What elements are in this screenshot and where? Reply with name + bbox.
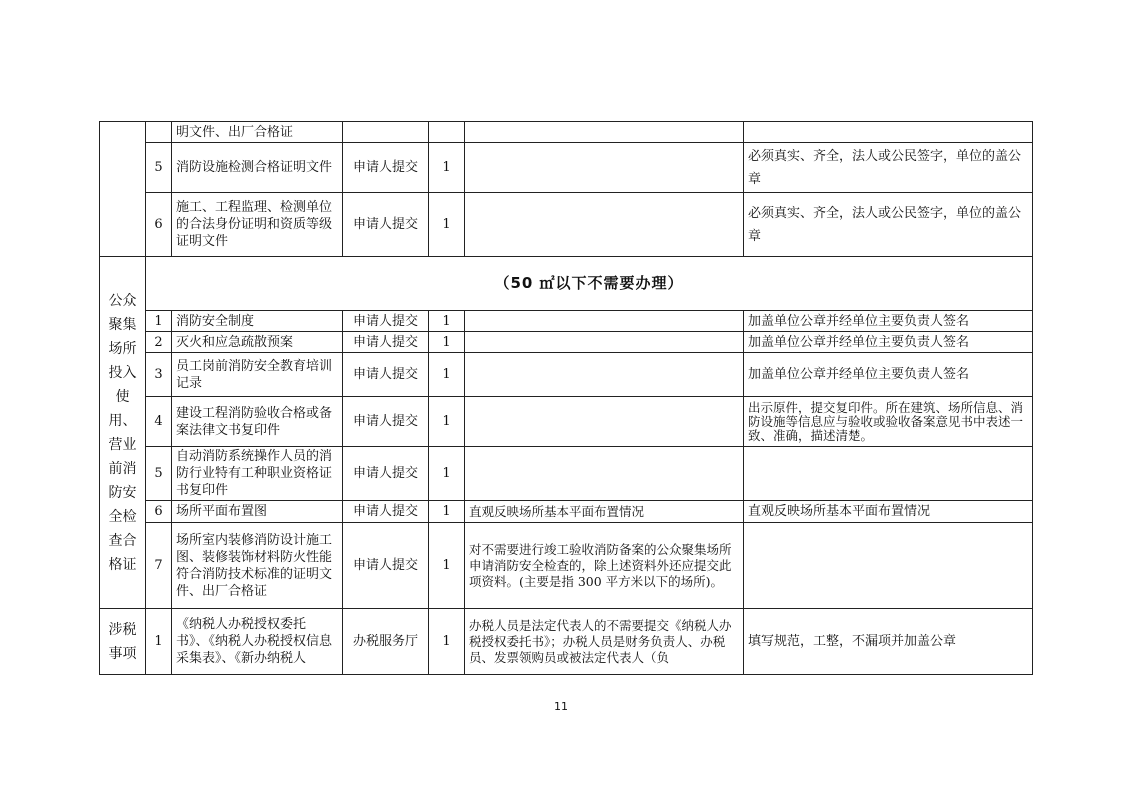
item-number: 6 bbox=[146, 501, 172, 523]
item-note: 对不需要进行竣工验收消防备案的公众聚集场所申请消防安全检查的，除上述资料外还应提交此项资料。(主要是指 300 平方米以下的场所)。 bbox=[465, 523, 744, 609]
item-requirement bbox=[744, 122, 1033, 143]
page-number: 11 bbox=[554, 700, 568, 713]
item-requirement bbox=[744, 447, 1033, 501]
table-row bbox=[100, 122, 1033, 143]
item-note bbox=[465, 447, 744, 501]
item-name: 施工、工程监理、检测单位的合法身份证明和资质等级证明文件 bbox=[172, 193, 343, 257]
table-row bbox=[100, 332, 1033, 353]
item-requirement: 填写规范，工整，不漏项并加盖公章 bbox=[744, 609, 1033, 675]
item-number: 4 bbox=[146, 397, 172, 447]
requirements-table bbox=[99, 121, 1033, 675]
item-number: 7 bbox=[146, 523, 172, 609]
item-submitter: 申请人提交 bbox=[343, 332, 429, 353]
item-name: 场所室内装修消防设计施工图、装修装饰材料防火性能符合消防技术标准的证明文件、出厂合格证 bbox=[172, 523, 343, 609]
item-name: 自动消防系统操作人员的消防行业特有工种职业资格证书复印件 bbox=[172, 447, 343, 501]
item-name: 灭火和应急疏散预案 bbox=[172, 332, 343, 353]
table-row bbox=[100, 501, 1033, 523]
item-requirement: 加盖单位公章并经单位主要负责人签名 bbox=[744, 332, 1033, 353]
item-requirement: 必须真实、齐全，法人或公民签字，单位的盖公章 bbox=[744, 143, 1033, 193]
item-count: 1 bbox=[429, 523, 465, 609]
table-row bbox=[100, 447, 1033, 501]
table-row bbox=[100, 397, 1033, 447]
item-count: 1 bbox=[429, 193, 465, 257]
item-count: 1 bbox=[429, 609, 465, 675]
item-submitter: 申请人提交 bbox=[343, 397, 429, 447]
item-requirement: 加盖单位公章并经单位主要负责人签名 bbox=[744, 311, 1033, 332]
table-row bbox=[100, 143, 1033, 193]
category-cell: 公众聚集场所投入使用、营业前消防安全检查合格证 bbox=[100, 257, 146, 609]
item-requirement bbox=[744, 523, 1033, 609]
category-cell: 涉税事项 bbox=[100, 609, 146, 675]
item-note bbox=[465, 143, 744, 193]
item-submitter: 申请人提交 bbox=[343, 143, 429, 193]
item-number: 1 bbox=[146, 311, 172, 332]
item-requirement: 直观反映场所基本平面布置情况 bbox=[744, 501, 1033, 523]
item-count: 1 bbox=[429, 311, 465, 332]
item-name: 建设工程消防验收合格或备案法律文书复印件 bbox=[172, 397, 343, 447]
item-name: 场所平面布置图 bbox=[172, 501, 343, 523]
item-note: 直观反映场所基本平面布置情况 bbox=[465, 501, 744, 523]
item-note: 办税人员是法定代表人的不需要提交《纳税人办税授权委托书》；办税人员是财务负责人、办税员、发票领购员或被法定代表人（负 bbox=[465, 609, 744, 675]
table-row bbox=[100, 193, 1033, 257]
item-submitter: 申请人提交 bbox=[343, 353, 429, 397]
item-submitter bbox=[343, 122, 429, 143]
item-count: 1 bbox=[429, 447, 465, 501]
item-number: 5 bbox=[146, 143, 172, 193]
item-count: 1 bbox=[429, 353, 465, 397]
table-row bbox=[100, 609, 1033, 675]
item-requirement: 加盖单位公章并经单位主要负责人签名 bbox=[744, 353, 1033, 397]
item-note bbox=[465, 332, 744, 353]
item-requirement: 必须真实、齐全，法人或公民签字，单位的盖公章 bbox=[744, 193, 1033, 257]
item-count: 1 bbox=[429, 332, 465, 353]
item-name: 员工岗前消防安全教育培训记录 bbox=[172, 353, 343, 397]
item-requirement: 出示原件，提交复印件。所在建筑、场所信息、消防设施等信息应与验收或验收备案意见书中表述一致、准确，描述清楚。 bbox=[744, 397, 1033, 447]
item-note bbox=[465, 122, 744, 143]
item-submitter: 申请人提交 bbox=[343, 523, 429, 609]
item-number: 1 bbox=[146, 609, 172, 675]
item-number bbox=[146, 122, 172, 143]
item-number: 2 bbox=[146, 332, 172, 353]
item-submitter: 申请人提交 bbox=[343, 501, 429, 523]
table-row bbox=[100, 353, 1033, 397]
category-cell-empty bbox=[100, 122, 146, 257]
item-count bbox=[429, 122, 465, 143]
item-submitter: 办税服务厅 bbox=[343, 609, 429, 675]
item-name: 《纳税人办税授权委托书》、《纳税人办税授权信息采集表》、《新办纳税人 bbox=[172, 609, 343, 675]
item-name: 消防安全制度 bbox=[172, 311, 343, 332]
item-submitter: 申请人提交 bbox=[343, 193, 429, 257]
item-note bbox=[465, 311, 744, 332]
table-row bbox=[100, 257, 1033, 311]
table-row bbox=[100, 523, 1033, 609]
table-row bbox=[100, 311, 1033, 332]
item-submitter: 申请人提交 bbox=[343, 447, 429, 501]
item-note bbox=[465, 353, 744, 397]
item-count: 1 bbox=[429, 143, 465, 193]
item-note bbox=[465, 397, 744, 447]
item-submitter: 申请人提交 bbox=[343, 311, 429, 332]
item-count: 1 bbox=[429, 397, 465, 447]
item-note bbox=[465, 193, 744, 257]
item-name: 明文件、出厂合格证 bbox=[172, 122, 343, 143]
item-number: 5 bbox=[146, 447, 172, 501]
item-name: 消防设施检测合格证明文件 bbox=[172, 143, 343, 193]
item-number: 3 bbox=[146, 353, 172, 397]
item-count: 1 bbox=[429, 501, 465, 523]
item-number: 6 bbox=[146, 193, 172, 257]
section-banner: （50 ㎡以下不需要办理） bbox=[146, 257, 1033, 311]
